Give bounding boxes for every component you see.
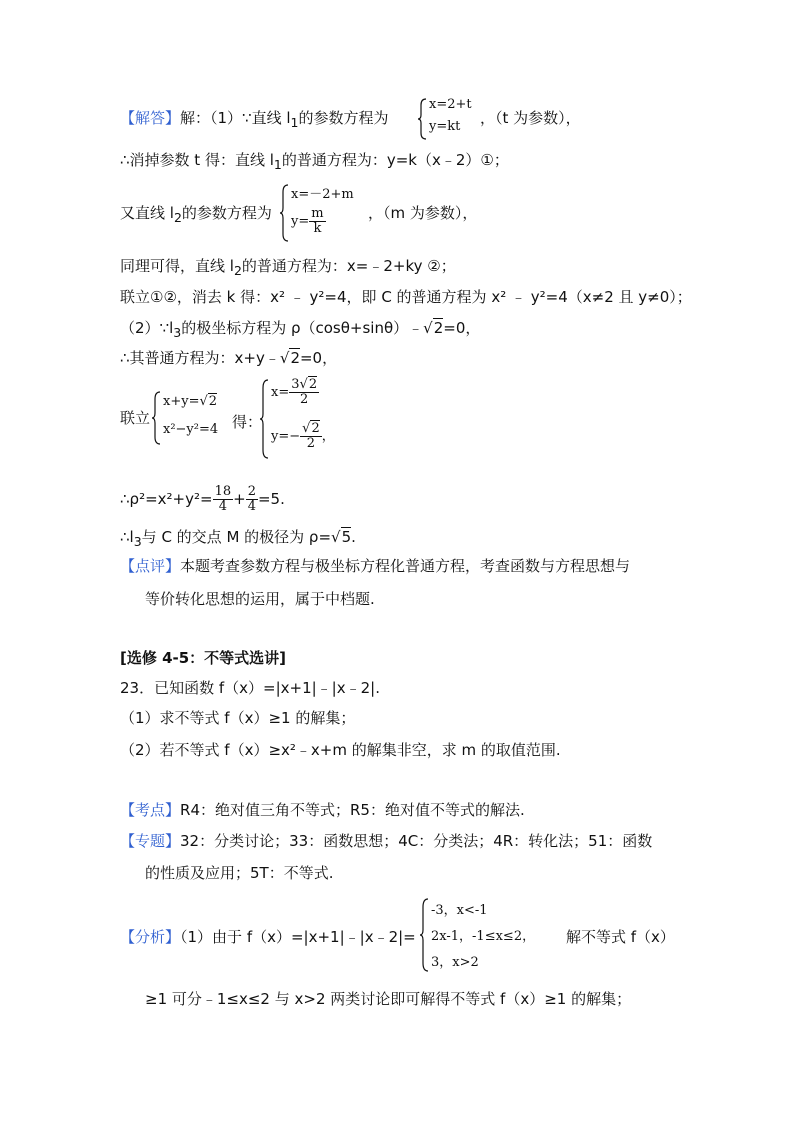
solution-line-1 bbox=[120, 108, 389, 133]
system-row: x=2+t bbox=[429, 97, 472, 112]
sqrt-sign: √ bbox=[302, 421, 311, 436]
rho-line bbox=[120, 484, 285, 514]
fraction bbox=[213, 485, 234, 514]
subscript: 3 bbox=[173, 325, 182, 340]
sqrt-sign: √ bbox=[279, 349, 290, 367]
zhuanti-line-2: 的性质及应用；5T：不等式. bbox=[145, 864, 334, 882]
system-row bbox=[291, 207, 326, 236]
text: =0， bbox=[443, 319, 481, 337]
system-row: x=－2+m bbox=[291, 187, 354, 202]
fenxi-continue: 解不等式 f（x） bbox=[566, 928, 675, 946]
radicand: 2 bbox=[311, 421, 320, 436]
system-row: x²−y²=4 bbox=[163, 422, 219, 437]
sqrt-sign: √ bbox=[199, 394, 208, 409]
review-line-1 bbox=[120, 556, 630, 576]
l1-param-system bbox=[418, 97, 478, 141]
part2-line bbox=[120, 318, 480, 343]
fenxi-tag: 【分析】 bbox=[120, 928, 181, 946]
radicand: 2 bbox=[308, 377, 318, 392]
same-line bbox=[120, 256, 456, 281]
system-row bbox=[163, 394, 217, 409]
fenxi-line-1 bbox=[120, 927, 416, 947]
radicand: 2 bbox=[433, 319, 444, 337]
subscript: 1 bbox=[273, 157, 282, 172]
problem-stem: 23．已知函数 f（x）=|x+1|﹣|x﹣2|. bbox=[120, 679, 380, 697]
normal-line bbox=[120, 348, 337, 368]
denominator: 2 bbox=[300, 392, 309, 407]
piecewise-row: 2x-1，-1≤x≤2， bbox=[431, 929, 536, 944]
system-row bbox=[271, 378, 319, 407]
left-brace-icon bbox=[418, 97, 428, 141]
text: 同理可得，直线 l bbox=[120, 257, 234, 275]
solution-text: 的参数方程为 bbox=[298, 109, 389, 127]
numerator: 2 bbox=[247, 484, 256, 499]
zhuanti-line-1 bbox=[120, 831, 652, 851]
sqrt-sign: √ bbox=[423, 319, 433, 337]
text: + bbox=[233, 490, 246, 508]
text: =0， bbox=[299, 349, 338, 367]
denominator: 2 bbox=[306, 436, 316, 451]
l1-suffix: ，（t 为参数）， bbox=[480, 109, 581, 127]
left-brace-icon bbox=[280, 183, 290, 243]
l2-suffix: ，（m 为参数）， bbox=[368, 204, 478, 222]
text: 的普通方程为：x=﹣2+ky ②； bbox=[241, 257, 456, 275]
numerator: m bbox=[311, 206, 324, 221]
subscript: 2 bbox=[173, 210, 182, 225]
text: R4：绝对值三角不等式；R5：绝对值不等式的解法. bbox=[180, 801, 525, 819]
subscript: 3 bbox=[133, 534, 142, 549]
piecewise-row: -3，x<-1 bbox=[431, 903, 488, 918]
left-brace-icon bbox=[420, 897, 430, 973]
piecewise-system bbox=[420, 897, 560, 973]
l2-param-system bbox=[280, 183, 360, 243]
coef: 3 bbox=[291, 377, 300, 392]
left-brace-icon bbox=[260, 378, 270, 460]
text: y=− bbox=[271, 429, 301, 444]
radicand: 2 bbox=[290, 349, 300, 367]
text: （1）由于 f（x）=|x+1|﹣|x﹣2|= bbox=[180, 928, 416, 946]
text: y= bbox=[291, 214, 310, 229]
fraction bbox=[309, 207, 325, 236]
review-tag: 【点评】 bbox=[120, 557, 181, 575]
de-label: 得： bbox=[232, 413, 263, 431]
subscript: 1 bbox=[290, 115, 299, 130]
final-line bbox=[120, 527, 356, 552]
fraction bbox=[246, 485, 258, 514]
system-row bbox=[271, 422, 335, 451]
solution-text: 解：（1）∵直线 l bbox=[180, 109, 291, 127]
denominator: 4 bbox=[247, 499, 256, 514]
text: （2）∵l bbox=[120, 319, 174, 337]
kaodian-line bbox=[120, 800, 525, 820]
text: 的普通方程为：y=k（x﹣2）①； bbox=[281, 151, 509, 169]
piecewise-row: 3，x>2 bbox=[431, 955, 479, 970]
solution-tag: 【解答】 bbox=[120, 109, 181, 127]
left-brace-icon bbox=[152, 390, 162, 446]
fraction bbox=[289, 378, 319, 407]
fenxi-line-2: ≥1 可分﹣1≤x≤2 与 x>2 两类讨论即可解得不等式 f（x）≥1 的解集； bbox=[145, 990, 632, 1008]
denominator: k bbox=[313, 221, 322, 236]
solution-system bbox=[260, 378, 350, 460]
denominator: 4 bbox=[218, 499, 227, 514]
l2-line bbox=[120, 203, 272, 228]
text: ∴其普通方程为：x+y﹣ bbox=[120, 349, 280, 367]
eliminate-line bbox=[120, 150, 509, 175]
review-line-2: 等价转化思想的运用，属于中档题. bbox=[145, 590, 375, 608]
radicand: 2 bbox=[208, 394, 218, 409]
numerator: 18 bbox=[214, 484, 232, 499]
text: x= bbox=[271, 385, 290, 400]
sqrt-sign: √ bbox=[299, 377, 308, 392]
text: ， bbox=[321, 429, 335, 444]
sqrt-sign: √ bbox=[331, 528, 341, 546]
combine-line: 联立①②，消去 k 得：x² ﹣ y²=4，即 C 的普通方程为 x² ﹣ y²=4（x≠2 且 y≠0）； bbox=[120, 288, 692, 306]
text: ∴消掉参数 t 得：直线 l bbox=[120, 151, 274, 169]
system-row: y=kt bbox=[429, 119, 461, 134]
numerator bbox=[300, 422, 322, 437]
text: ∴ρ²=x²+y²= bbox=[120, 490, 213, 508]
problem-q1: （1）求不等式 f（x）≥1 的解集； bbox=[120, 709, 356, 727]
subscript: 2 bbox=[233, 263, 242, 278]
text: =5. bbox=[257, 490, 285, 508]
section-title: [选修 4-5：不等式选讲] bbox=[120, 649, 287, 667]
kaodian-tag: 【考点】 bbox=[120, 801, 181, 819]
text: x+y= bbox=[163, 394, 200, 409]
fraction bbox=[300, 422, 322, 451]
text: . bbox=[351, 528, 356, 546]
text: 又直线 l bbox=[120, 204, 174, 222]
numerator bbox=[289, 378, 319, 393]
text: ∴l bbox=[120, 528, 134, 546]
zhuanti-tag: 【专题】 bbox=[120, 832, 181, 850]
text: 与 C 的交点 M 的极径为 ρ= bbox=[141, 528, 332, 546]
lian-label: 联立 bbox=[120, 409, 151, 427]
text: 本题考查参数方程与极坐标方程化普通方程，考查函数与方程思想与 bbox=[180, 557, 631, 575]
text: 32：分类讨论；33：函数思想；4C：分类法；4R：转化法；51：函数 bbox=[180, 832, 653, 850]
radicand: 5 bbox=[341, 528, 352, 546]
text: 的极坐标方程为 ρ（cosθ+sinθ）﹣ bbox=[181, 319, 424, 337]
problem-q2: （2）若不等式 f（x）≥x²﹣x+m 的解集非空，求 m 的取值范围. bbox=[120, 741, 561, 759]
text: 的参数方程为 bbox=[181, 204, 272, 222]
